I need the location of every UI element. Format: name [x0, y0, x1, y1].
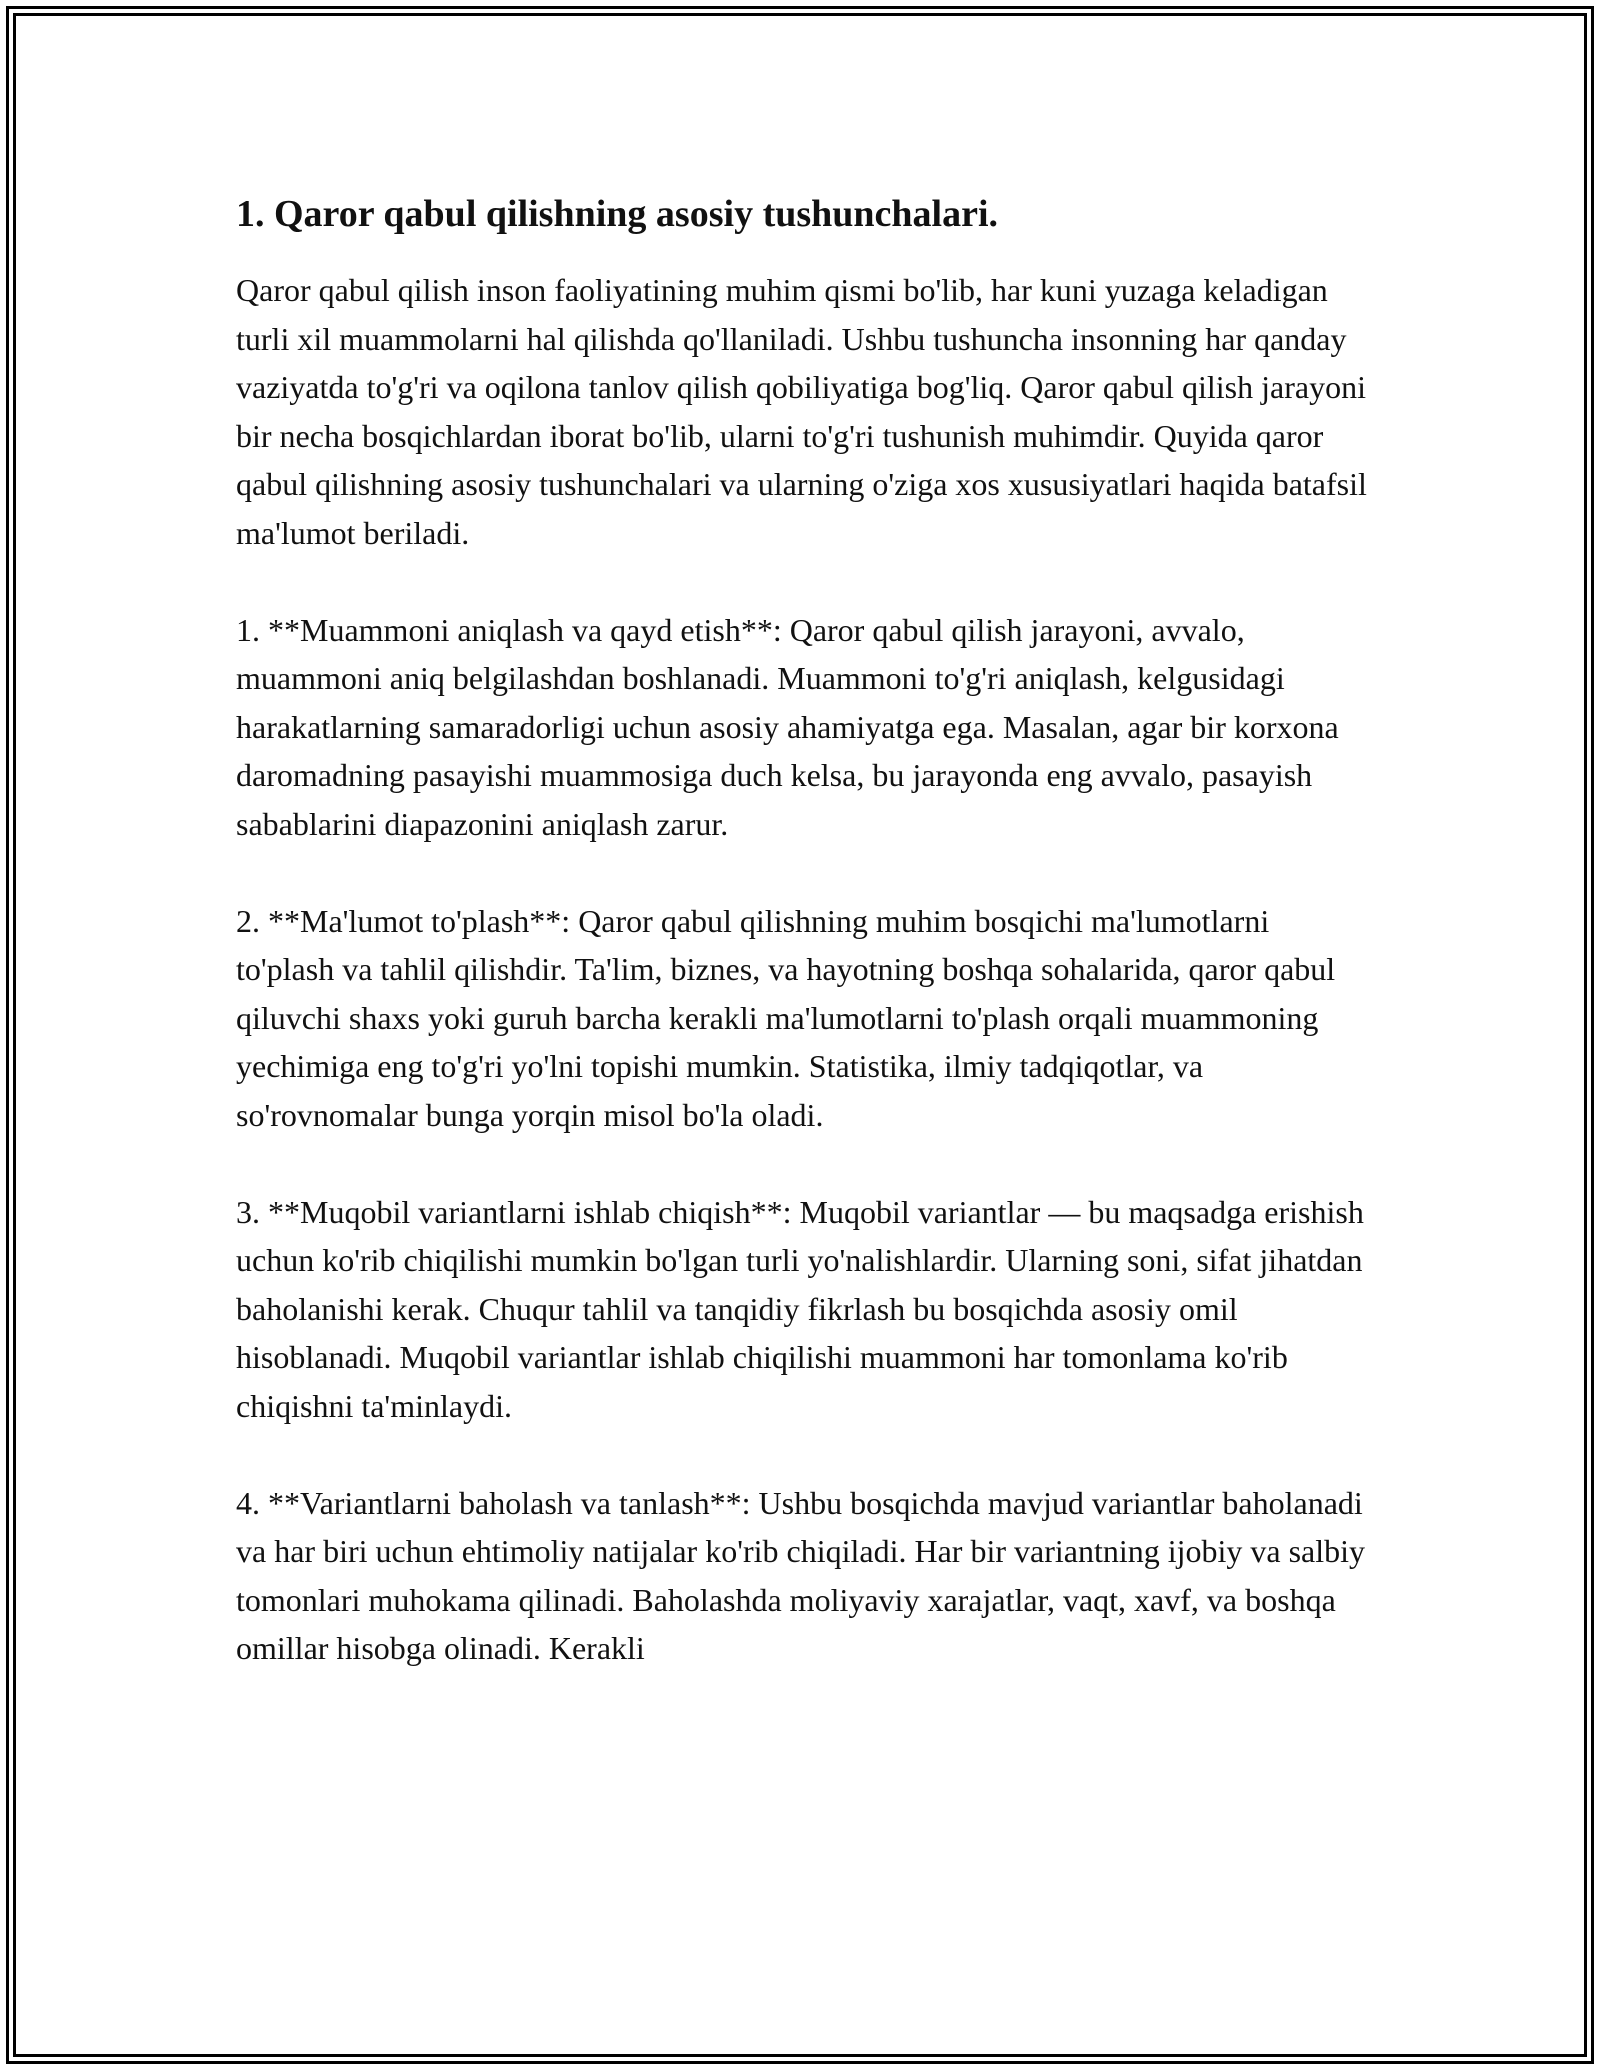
paragraph-problem-identification: 1. **Muammoni aniqlash va qayd etish**: Qaror qabul qilish jarayoni, avvalo, muammoni aniq belgilashdan boshlanadi. Muammoni to'g'ri aniqlash, kelgusidagi harakatlarning samaradorligi uchun asosiy ahamiyatga ega. Masalan, agar bir korxona daromadning pasayishi muammosiga duch kelsa, bu jarayonda eng avvalo, pasayish sabablarini diapazonini aniqlash zarur. [236, 611, 1339, 842]
intro-paragraph: Qaror qabul qilish inson faoliyatining muhim qismi bo'lib, har kuni yuzaga keladigan turli xil muammolarni hal qilishda qo'llaniladi. Ushbu tushuncha insonning har qanday vaziyatda to'g'ri va oqilona tanlov qilish qobiliyatiga bog'liq. Qaror qabul qilish jarayoni bir necha bosqichlardan iborat bo'lib, ularni to'g'ri tushunish muhimdir. Quyida qaror qabul qilishning asosiy tushunchalari va ularning o'ziga xos xususiyatlari haqida batafsil ma'lumot beriladi. [236, 272, 1367, 551]
paragraph-alternatives: 3. **Muqobil variantlarni ishlab chiqish**: Muqobil variantlar — bu maqsadga erishish uchun ko'rib chiqilishi mumkin bo'lgan turli yo'nalishlardir. Ularning soni, sifat jihatdan baholanishi kerak. Chuqur tahlil va tanqidiy fikrlash bu bosqichda asosiy omil hisoblanadi. Muqobil variantlar ishlab chiqilishi muammoni har tomonlama ko'rib chiqishni ta'minlaydi. [236, 1193, 1364, 1424]
page-title: 1. Qaror qabul qilishning asosiy tushunchalari. [236, 193, 999, 235]
paragraph-evaluation: 4. **Variantlarni baholash va tanlash**: Ushbu bosqichda mavjud variantlar baholanadi va har biri uchun ehtimoliy natijalar ko'rib chiqiladi. Har bir variantning ijobiy va salbiy tomonlari muhokama qilinadi. Baholashda moliyaviy xarajatlar, vaqt, xavf, va boshqa omillar hisobga olinadi. Kerakli [236, 1484, 1366, 1666]
document-body [236, 186, 1371, 1721]
paragraph-data-collection: 2. **Ma'lumot to'plash**: Qaror qabul qilishning muhim bosqichi ma'lumotlarni to'plash va tahlil qilishdir. Ta'lim, biznes, va hayotning boshqa sohalarida, qaror qabul qiluvchi shaxs yoki guruh barcha kerakli ma'lumotlarni to'plash orqali muammoning yechimiga eng to'g'ri yo'lni topishi mumkin. Statistika, ilmiy tadqiqotlar, va so'rovnomalar bunga yorqin misol bo'la oladi. [236, 902, 1336, 1133]
